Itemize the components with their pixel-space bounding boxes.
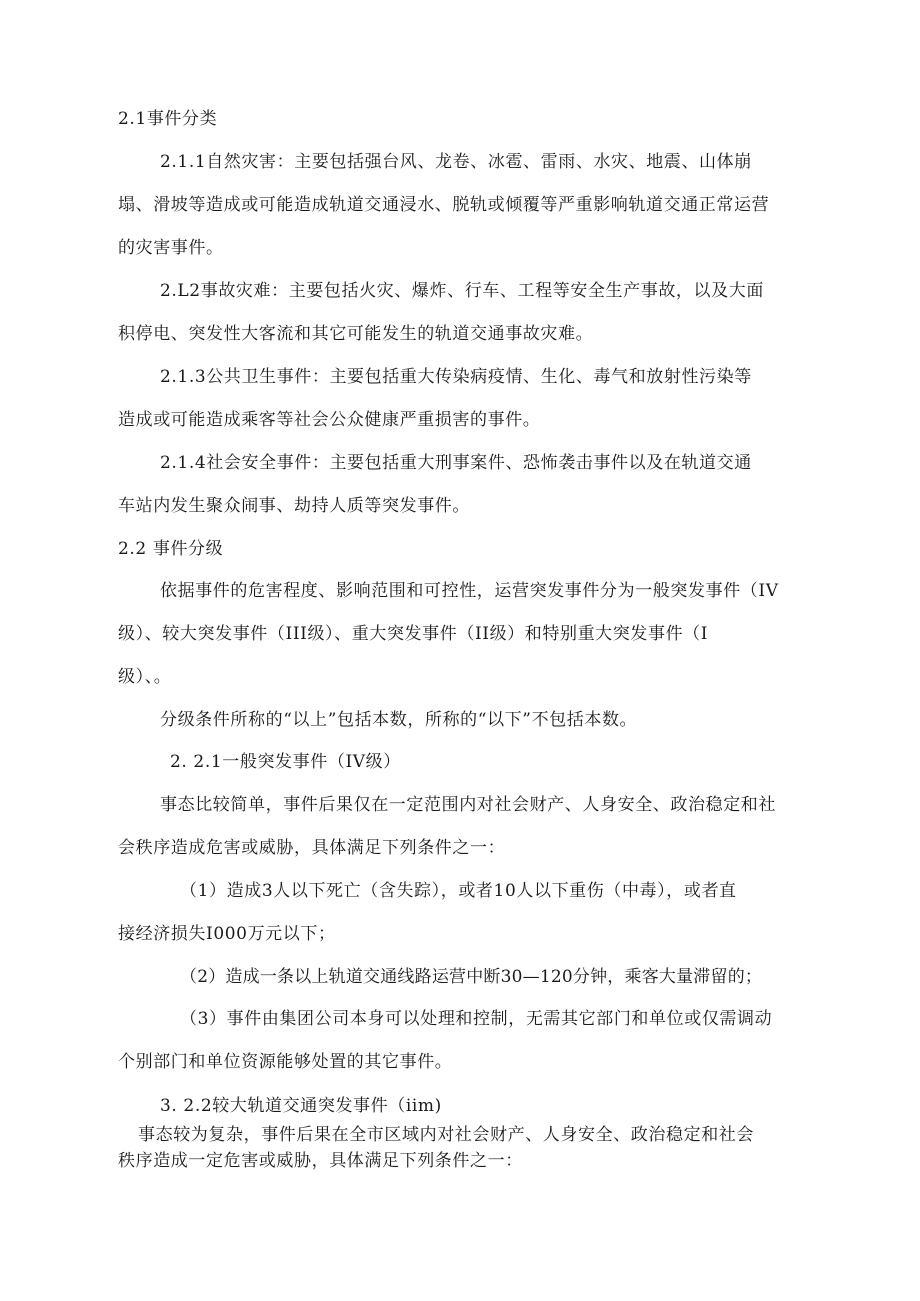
paragraph-2-1-3-line-1: 2.1.3公共卫生事件：主要包括重大传染病疫情、生化、毒气和放射性污染等 bbox=[160, 367, 752, 387]
paragraph-2-1-1-line-1: 2.1.1自然灾害：主要包括强台风、龙卷、冰雹、雷雨、水灾、地震、山体崩 bbox=[160, 152, 752, 172]
paragraph-2-1-1-line-2: 塌、滑坡等造成或可能造成轨道交通浸水、脱轨或倾覆等严重影响轨道交通正常运营 bbox=[118, 195, 770, 215]
paragraph-2-2-line-3: 级）、。 bbox=[118, 667, 172, 687]
item-2-line-1: （2）造成一条以上轨道交通线路运营中断30—120分钟，乘客大量滞留的； bbox=[180, 967, 763, 987]
paragraph-2-1-2-line-1: 2.L2事故灾难：主要包括火灾、爆炸、行车、工程等安全生产事故，以及大面 bbox=[160, 281, 764, 301]
item-3-line-2: 个别部门和单位资源能够处置的其它事件。 bbox=[118, 1052, 453, 1072]
paragraph-2-1-3-line-2: 造成或可能造成乘客等社会公众健康严重损害的事件。 bbox=[118, 410, 541, 430]
section-heading-2-2-2: 3. 2.2较大轨道交通突发事件（iim) bbox=[160, 1096, 442, 1116]
section-heading-2-1: 2.1事件分类 bbox=[118, 109, 218, 129]
paragraph-2-1-4-line-1: 2.1.4社会安全事件：主要包括重大刑事案件、恐怖袭击事件以及在轨道交通 bbox=[160, 453, 752, 473]
paragraph-2-2-line-2: 级）、较大突发事件（III级）、重大突发事件（II级）和特别重大突发事件（I bbox=[118, 624, 709, 644]
paragraph-2-2-2-line-2: 秩序造成一定危害或威胁，具体满足下列条件之一： bbox=[118, 1151, 523, 1171]
paragraph-2-1-4-line-2: 车站内发生聚众闹事、劫持人质等突发事件。 bbox=[118, 496, 470, 516]
paragraph-2-1-1-line-3: 的灾害事件。 bbox=[118, 238, 224, 258]
paragraph-2-1-2-line-2: 积停电、突发性大客流和其它可能发生的轨道交通事故灾难。 bbox=[118, 324, 594, 344]
item-1-line-2: 接经济损失I000万元以下； bbox=[118, 924, 336, 944]
section-heading-2-2: 2.2 事件分级 bbox=[118, 539, 224, 559]
paragraph-2-2-note: 分级条件所称的“以上”包括本数，所称的“以下”不包括本数。 bbox=[160, 710, 638, 730]
paragraph-2-2-2-line-1: 事态较为复杂，事件后果在全市区域内对社会财产、人身安全、政治稳定和社会 bbox=[138, 1125, 754, 1145]
paragraph-2-2-1-line-1: 事态比较简单，事件后果仅在一定范围内对社会财产、人身安全、政治稳定和社 bbox=[160, 795, 776, 815]
item-3-line-1: （3）事件由集团公司本身可以处理和控制，无需其它部门和单位或仅需调动 bbox=[180, 1009, 773, 1029]
paragraph-2-2-1-line-2: 会秩序造成危害或威胁，具体满足下列条件之一： bbox=[118, 838, 506, 858]
paragraph-2-2-line-1: 依据事件的危害程度、影响范围和可控性，运营突发事件分为一般突发事件（IV bbox=[160, 581, 779, 601]
item-1-line-1: （1）造成3人以下死亡（含失踪），或者10人以下重伤（中毒），或者直 bbox=[180, 881, 737, 901]
section-heading-2-2-1: 2. 2.1一般突发事件（IV级） bbox=[170, 752, 401, 772]
